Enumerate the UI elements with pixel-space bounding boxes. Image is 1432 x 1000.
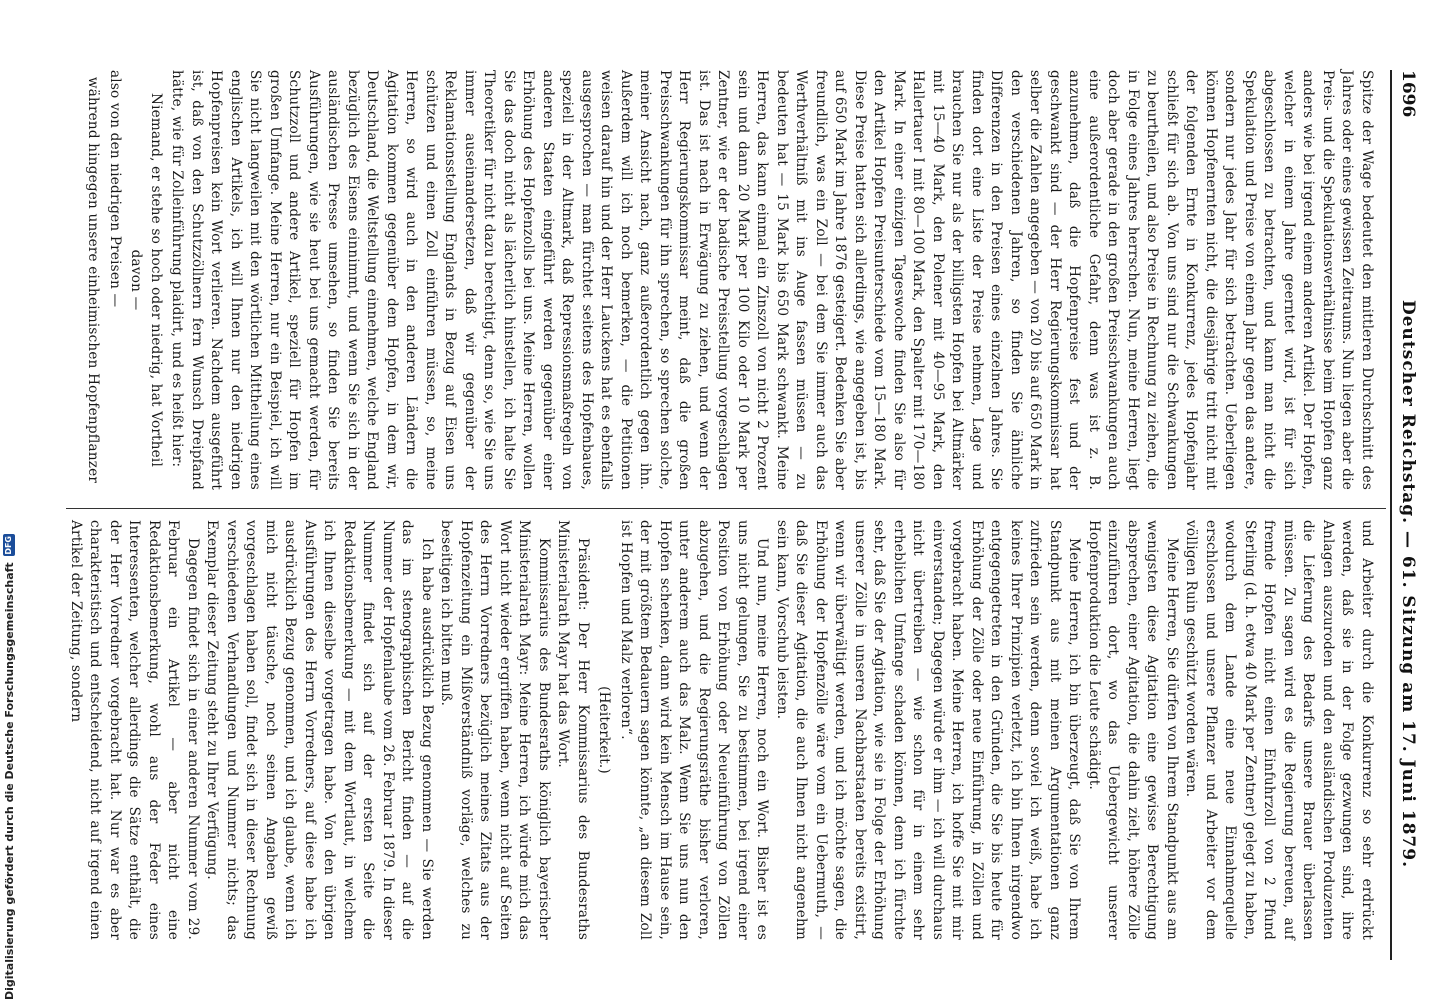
paragraph: Spitze der Wage bedeutet den mittleren Durchschnitt des Jahres oder eines gewissen Zeitraums. Nun liegen aber die Preis- und die Spekulationsverhältnisse beim Hopfen ganz anders wie bei irgend einem anderen Artikel. Der Hopfen, welcher in einem Jahre geerntet wird, ist für sich abgeschlossen zu betrachten, und kann man nicht die Spekulation und Preise von einem Jahr gegen das andere, sondern nur jedes Jahr für sich betrachten. Ueberliegen können Hopfenernten nicht, die diesjährige tritt nicht mit der folgenden Ernte in Konkurrenz, jedes Hopfenjahr schließt für sich ab. Von uns sind nur die Schwankungen zu beurtheilen, und also Preise in Rechnung zu ziehen, die in Folge eines Jahres herrschen. Nun, meine Herren, liegt doch aber gerade in den großen Preisschwankungen auch eine außerordentliche Gefahr, denn was ist z. B. anzunehmen, daß die Hopfenpreise fest und der geschwankt sind — der Herr Regierungskommissar hat selber die Zahlen angegeben — von 20 bis auf 650 Mark in den verschiedenen Jahren, so finden Sie ähnliche Differenzen in den Preisen eines einzelnen Jahres. Sie finden dort eine Liste der Preise nehmen, Lage und brauchen Sie nur als der billigsten Hopfen bei Altmärker mit 15—40 Mark, den Polener mit 40—95 Mark, den Hallertauer I mit 80—100 Mark, den Spalter mit 170—180 Mark. In einer einzigen Tageswoche finden Sie also für den Artikel Hopfen Preisunterschiede vom 15—180 Mark. Diese Preise hatten sich allerdings, wie angegeben ist, bis auf 650 Mark im Jahre 1876 gesteigert. Bedenken Sie aber freundlich, was ein Zoll — bei dem Sie immer auch das Werthverhältniß mit ins Auge fassen müssen — zu bedeuten hat — 15 Mark bis 650 Mark schwankt. Meine Herren, das kann einmal ein Zinszoll von nicht 2 Prozent sein und dann 20 Mark per 100 Kilo oder 10 Mark per Zentner, wie er der badische Preisstellung vorgeschlagen ist. Das ist nach in Erwägung zu ziehen, und wenn der Herr Regierungskommissar meint, daß die großen Preisschwankungen für ihn sprechen, so sprechen solche, meiner Ansicht nach, ganz außerordentlich gegen ihn. Außerdem will ich noch bemerken, — die Petitionen weisen darauf hin und der Herr Lauckens hat es ebenfalls ausgesprochen — man fürchtet seitens des Hopfenbaues, speziell in der Altmark, daß Repressionsmaßregeln von anderen Staaten eingeführt werden gegenüber einer Erhöhung des Hopfenzolls bei uns. Meine Herren, wollen Sie das doch nicht als lächerlich hinstellen, ich halte Sie Theoretiker für nicht dazu berechtigt, denn so, wie Sie uns immer auseinandersetzen, daß wir gegenüber der Reklamationsstellung Englands in Bezug auf Eisen uns schützen und einen Zoll einführen müssen, so, meine Herren, so wird auch in den anderen Ländern die Agitation kommen gegenüber dem Hopfen, in dem wir, Deutschland, die Weltstellung einnehmen, welche England bezüglich des Eisens einnimmt, und wenn Sie sich in der ausländischen Presse umsehen, so finden Sie bereits Ausführungen, wie sie heut bei uns gemacht werden, für Schutzzoll und andere Artikel, speziell für Hopfen im großen Umfange. Meine Herren, nur ein Beispiel, ich will Sie nicht langweilen mit den wörtlichen Mittheilung eines englischen Artikels, ich will Ihnen nur den niedrigen Hopfenpreisen kein Wort verlieren. Nachdem ausgeführt ist, daß von den Schutzzöllnern fern Wunsch Dreipfand hätte, wie für Zolleinführung plaidirt, und es heißt hier: [169,70,1375,490]
left-column [56,70,1376,490]
quote-line: also von den niedrigen Preisen — [107,70,123,308]
credit-text: Digitalisierung gefördert durch die Deutsche Forschungsgemeinschaft [2,562,16,1000]
paragraph: Meine Herren, Sie dürfen von Ihrem Standpunkt aus am wenigsten diese Agitation eine gewisse Berechtigung absprechen, einer Agitation, die dahin zielt, höhere Zölle einzuführen dort, wo das Uebergewicht unserer Hopfenproduktion die Leute schädigt. [1086,520,1180,940]
paragraph: Dagegen findet sich in einer anderen Nummer vom 29. Februar ein Artikel — aber nicht eine Redaktionsbemerkung, wohl aus der Feder eines Interessenten, welcher allerdings die Sätze enthält, die der Herr Vorredner vorgebracht hat. Nur war es aber charakteristisch und entscheidend, nicht auf irgend einen Artikel der Zeitung, sondern [68,520,201,940]
interjection: (Heiterkeit.) [596,686,613,774]
paragraph: Meine Herren, ich bin überzeugt, daß Sie von Ihrem Standpunkt aus mit meinen Argumentationen ganz zufrieden sein werden, denn soviel ich weiß, habe ich keines Ihrer Prinzipien verletzt, ich bin Ihnen nirgendwo entgegengetreten in den Gründen, die Sie bis heute für Erhöhung der Zölle oder neue Einführung, in Zöllen und vorgebracht haben. Meine Herren, ich hoffe Sie mit mir einverstanden; Dagegen würde er ihm — ich will durchaus nicht übertreiben — wie schon für in einem sehr erheblichen Umfange schaden können, denn ich fürchte sehr, daß Sie der Agitation, wie sie in Folge der Erhöhung unserer Zölle in unseren Nachbarstaaten bereits existirt, wenn wir überwältigt werden, und ich möchte sagen, die Erhöhung der Hopfenzölle wäre vom ein Uebermuth, — daß Sie dieser Agitation, die auch Ihnen nicht angenehm sein kann, Vorschub leisten. [774,520,1083,940]
column-divider [66,508,1386,509]
paragraph: Ich habe ausdrücklich Bezug genommen — Sie werden das im stenographischen Bericht finden — auf die Nummer der Hopfenlaube vom 26. Februar 1879. In dieser Nummer findet sich auf der ersten Seite die Redaktionsbemerkung — mit dem Wortlaut, in welchem ich Ihnen dieselbe vorgetragen habe. Von den übrigen Ausführungen des Herrn Vorredners, auf diese habe ich ausdrücklich Bezug genommen, und ich glaube, wenn ich mich nicht täusche, noch seinen Angaben gewiß vorgeschlagen haben soll, findet sich in dieser Rechnung verschiedenen Verhandlungen und Nummer nichts; das Exemplar dieser Zeitung steht zu Ihrer Verfügung. [204,520,435,940]
dfg-logo-icon: DFG [4,536,13,555]
speaker-paragraph: Kommissarius des Bundesraths königlich bayerischer Ministerialrath Mayr: Meine Herren, ich würde mich das Wort nicht wieder ergriffen haben, wenn nicht auf Seiten des Herrn Vorredners bezüglich meines Zitats aus der Hopfenzeitung ein Mißverständniß vorläge, welches zu beseitigen ich bitten muß. [438,520,552,940]
paragraph: und Arbeiter durch die Konkurrenz so sehr erdrückt werden, daß sie in der Folge gezwungen sind, ihre Anlagen auszuroden und den ausländischen Produzenten die Lieferung des Bedarfs unsere Brauer überlassen müssen. Zu sagen wird es die Regierung bereuen, auf fremde Hopfen nicht einen Einfuhrzoll von 2 Pfund Sterling (d. h. etwa 40 Mark per Zentner) gelegt zu haben, wodurch dem Lande eine neue Einnahmequelle erschlossen und unsere Pflanzer und Arbeiter vor dem völligen Ruin geschützt worden wären. [1183,520,1375,940]
page-header [1390,70,1420,960]
paragraph: Und nun, meine Herren, noch ein Wort. Bisher ist es uns nicht gelungen, Sie zu bestimmen, bei irgend einer Position von Erhöhung oder Neueinführung von Zöllen abzugehen, und die Regierungsräthe bisher verloren, unter anderem auch das Malz. Wenn Sie uns nun den Hopfen schenken, dann wird kein Mensch im Hause sein, der mit größtem Bedauern sagen könnte, „an diesem Zoll ist Hopfen und Malz verloren“. [618,520,771,940]
digitization-credit [2,300,16,1000]
right-column [56,520,1376,940]
speaker-paragraph: Präsident: Der Herr Kommissarius des Bundesraths Ministerialrath Mayr hat das Wort. [555,520,591,940]
page-title: Deutscher Reichstag. — 61. Sitzung am 17. Juni 1879. [1398,300,1418,868]
quote-line: während hingegen unsere einheimischen Hopfenpflanzer [85,76,102,484]
quote-line: Niemand, er stehe so hoch oder niedrig, hat Vortheil davon — [128,93,164,467]
page-number: 1696 [1398,70,1418,118]
